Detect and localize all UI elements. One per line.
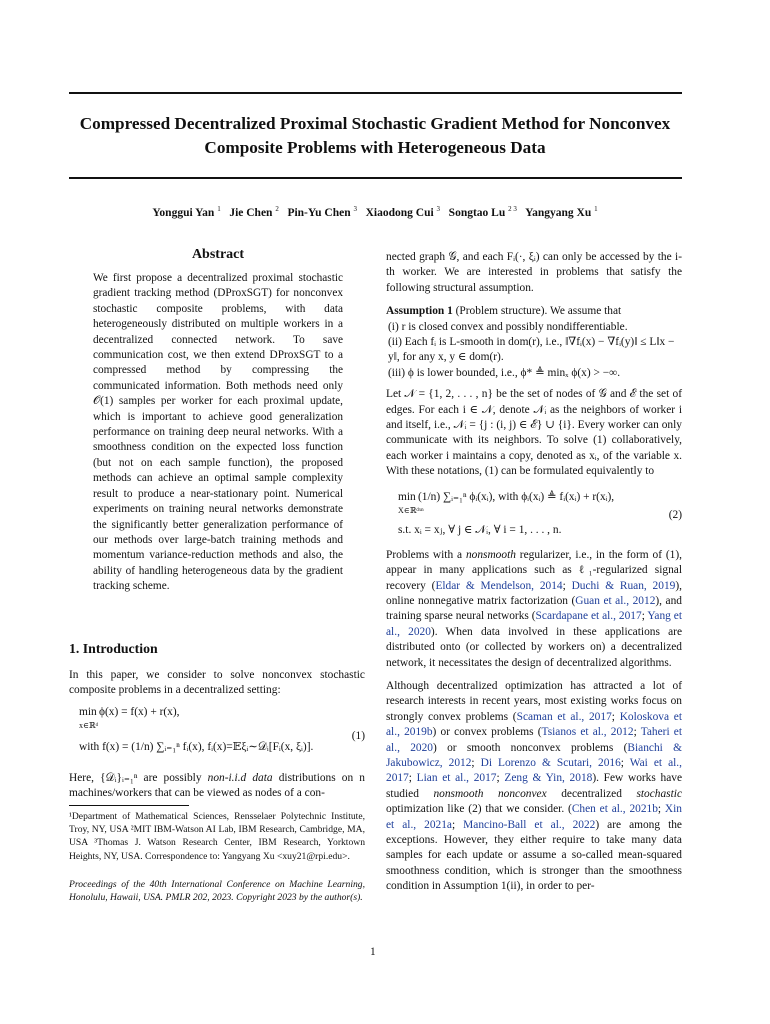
title-bottom-rule <box>69 177 682 179</box>
citation-link[interactable]: Eldar & Mendelson, 2014 <box>435 579 563 592</box>
assumption-1: Assumption 1 (Problem structure). We assume that <box>386 305 622 318</box>
right-paragraph-1: nected graph 𝒢, and each Fᵢ(·, ξᵢ) can only be accessed by the i-th worker. We are interested in problems that satisfy the following structural assumption. <box>386 251 682 294</box>
citation-link[interactable]: Chen et al., 2021b <box>571 803 658 816</box>
citation-link[interactable]: Taheri et al., 2020 <box>386 726 682 754</box>
right-column <box>386 250 682 895</box>
paper-title <box>60 112 690 160</box>
eq2-line-1: min (1/n) ∑ᵢ₌₁ⁿ ϕᵢ(xᵢ), with ϕᵢ(xᵢ) ≜ fᵢ(xᵢ) + r(xᵢ), <box>398 490 615 503</box>
author: Xiaodong Cui $^3$ <box>365 205 441 219</box>
assumption-item: (ii) Each fᵢ is L-smooth in dom(r), i.e., ‖∇fᵢ(x) − ∇fᵢ(y)‖ ≤ L‖x − y‖, for any x, y ∈ dom(r). <box>388 336 675 364</box>
abstract-heading: Abstract <box>191 247 245 262</box>
right-paragraph-2: Let 𝒩 = {1, 2, . . . , n} be the set of nodes of 𝒢 and ℰ the set of edges. For each i ∈ 𝒩, denote 𝒩ᵢ as the neighbors of worker i and itself, i.e., 𝒩ᵢ = {j : (i, j) ∈ ℰ} ∪ {i}. Every worker can only communicate with its neighbors. To solve (1) collaboratively, each worker i maintains a copy, denoted as xᵢ, of the variable x. With these notations, (1) can be formulated equivalently to <box>386 388 682 478</box>
left-column-intro <box>69 668 365 802</box>
assumption-list <box>386 320 682 382</box>
assumption-item: (i) r is closed convex and possibly nondifferentiable. <box>388 320 628 333</box>
citation-link[interactable]: Mancino-Ball et al., 2022 <box>463 818 596 831</box>
abstract-text: We first propose a decentralized proximal stochastic gradient tracking method (DProxSGT) for nonconvex stochastic composite problems, with data heterogeneously distributed on multiple workers in a decentralized connected network. To save communication cost, we then extend DProxSGT to a compressed method by compressing the communicated information. Both methods need only 𝒪(1) samples per worker for each proximal update, which is important to achieve good generalization performance on training deep neural networks. With a smoothness condition on the expected loss function (but not on each sample function), the proposed methods can achieve an optimal sample complexity result to produce a near-stationary point. Numerical experiments on training neural networks demonstrate the significantly better generalization performance of our methods over large-batch training methods and momentum variance-reduction methods and also, the ability of handling heterogeneous data by the gradient tracking scheme. <box>93 272 343 593</box>
footnote-affiliations: ¹Department of Mathematical Sciences, Rensselaer Polytechnic Institute, Troy, NY, USA ²MIT IBM-Watson AI Lab, IBM Research, Cambridge, MA, USA ³Thomas J. Watson Research Center, IBM Research, Yorktown Heights, NY, USA. Correspondence to: Yangyang Xu <xuy21@rpi.edu>. <box>69 811 365 862</box>
author-list <box>60 205 690 219</box>
footnote-rule <box>69 805 189 806</box>
title-line-1: Compressed Decentralized Proximal Stochastic Gradient Method for Nonconvex <box>79 114 671 133</box>
intro-paragraph-2: Here, {𝒟ᵢ}ᵢ₌₁ⁿ are possibly non-i.i.d data distributions on n machines/workers that can be viewed as nodes of a con- <box>69 771 365 800</box>
citation-link[interactable]: Yang et al., 2020 <box>386 610 683 638</box>
eq1-line-1: min ϕ(x) = f(x) + r(x), <box>79 705 180 718</box>
citation-link[interactable]: Zeng & Yin, 2018 <box>504 772 593 785</box>
footnote-proceedings: Proceedings of the 40th International Conference on Machine Learning, Honolulu, Hawaii, USA. PMLR 202, 2023. Copyright 2023 by the author(s). <box>69 879 365 904</box>
citation-link[interactable]: Koloskova et al., 2019b <box>386 710 682 739</box>
eq2-line-2: s.t. xᵢ = xⱼ, ∀ j ∈ 𝒩ᵢ, ∀ i = 1, . . . , n. <box>398 523 562 536</box>
author: Jie Chen $^2$ <box>229 205 279 219</box>
equation-2 <box>386 490 682 540</box>
citation-link[interactable]: Wai et al., 2017 <box>386 756 682 785</box>
author: Yangyang Xu $^1$ <box>525 205 598 219</box>
citation-link[interactable]: Lian et al., 2017 <box>416 772 497 785</box>
title-line-2: Composite Problems with Heterogeneous Data <box>204 138 546 157</box>
right-paragraph-3: Problems with a nonsmooth regularizer, i.e., in the form of (1), appear in many applications such as ℓ₁-regularized signal recovery (Eldar & Mendelson, 2014; Duchi & Ruan, 2019), online nonnegative matrix factorization (Guan et al., 2012), and training sparse neural networks (Scardapane et al., 2017; Yang et al., 2020). When data involved in these applications are distributed onto (or collected by workers on) a decentralized network, it necessitates the design of decentralized algorithms. <box>386 548 683 669</box>
eq1-number: (1) <box>351 729 365 742</box>
assumption-item: (iii) ϕ is lower bounded, i.e., ϕ* ≜ minₓ ϕ(x) > −∞. <box>388 366 621 379</box>
intro-paragraph-1: In this paper, we consider to solve nonconvex stochastic composite problems in a decentralized setting: <box>69 669 365 697</box>
eq1-subscript: x∈ℝᵈ <box>79 721 99 731</box>
eq1-line-2: with f(x) = (1/n) ∑ᵢ₌₁ⁿ fᵢ(x), fᵢ(x)=𝔼ξᵢ∼𝒟ᵢ[Fᵢ(x, ξᵢ)]. <box>79 740 314 753</box>
citation-link[interactable]: Di Lorenzo & Scutari, 2016 <box>480 756 621 769</box>
citation-link[interactable]: Tsianos et al., 2012 <box>541 726 634 739</box>
eq2-subscript: X∈ℝᵈˣⁿ <box>398 506 424 516</box>
citation-link[interactable]: Scardapane et al., 2017 <box>535 610 642 623</box>
citation-link[interactable]: Scaman et al., 2017 <box>516 710 612 723</box>
citation-link[interactable]: Guan et al., 2012 <box>575 594 656 607</box>
citation-link[interactable]: Xin et al., 2021a <box>386 803 682 831</box>
eq2-number: (2) <box>668 508 682 521</box>
intro-heading: 1. Introduction <box>69 641 158 656</box>
author: Pin-Yu Chen $^3$ <box>287 205 357 219</box>
citation-link[interactable]: Bianchi & Jakubowicz, 2012 <box>386 741 682 769</box>
citation-link[interactable]: Duchi & Ruan, 2019 <box>571 579 676 592</box>
right-paragraph-4: Although decentralized optimization has attracted a lot of research interests in recent years, most existing works focus on strongly convex problems (Scaman et al., 2017; Koloskova et al., 2019b) or convex problems (Tsianos et al., 2012; Taheri et al., 2020) or smooth nonconvex problems (Bianchi & Jakubowicz, 2012; Di Lorenzo & Scutari, 2016; Wai et al., 2017; Lian et al., 2017; Zeng & Yin, 2018). Few works have studied nonsmooth nonconvex decentralized stochastic optimization like (2) that we consider. (Chen et al., 2021b; Xin et al., 2021a; Mancino-Ball et al., 2022) are among the exceptions. However, they either require to take many data samples for each update or assume a so-called mean-squared smoothness condition, which is stronger than the smoothness condition in Assumption 1(ii), in order to per- <box>386 679 682 893</box>
equation-1 <box>69 705 365 759</box>
author: Yonggui Yan $^1$ <box>152 205 221 219</box>
author: Songtao Lu $^{2 3}$ <box>448 205 517 219</box>
top-rule <box>69 92 682 94</box>
page-number: 1 <box>370 946 376 958</box>
